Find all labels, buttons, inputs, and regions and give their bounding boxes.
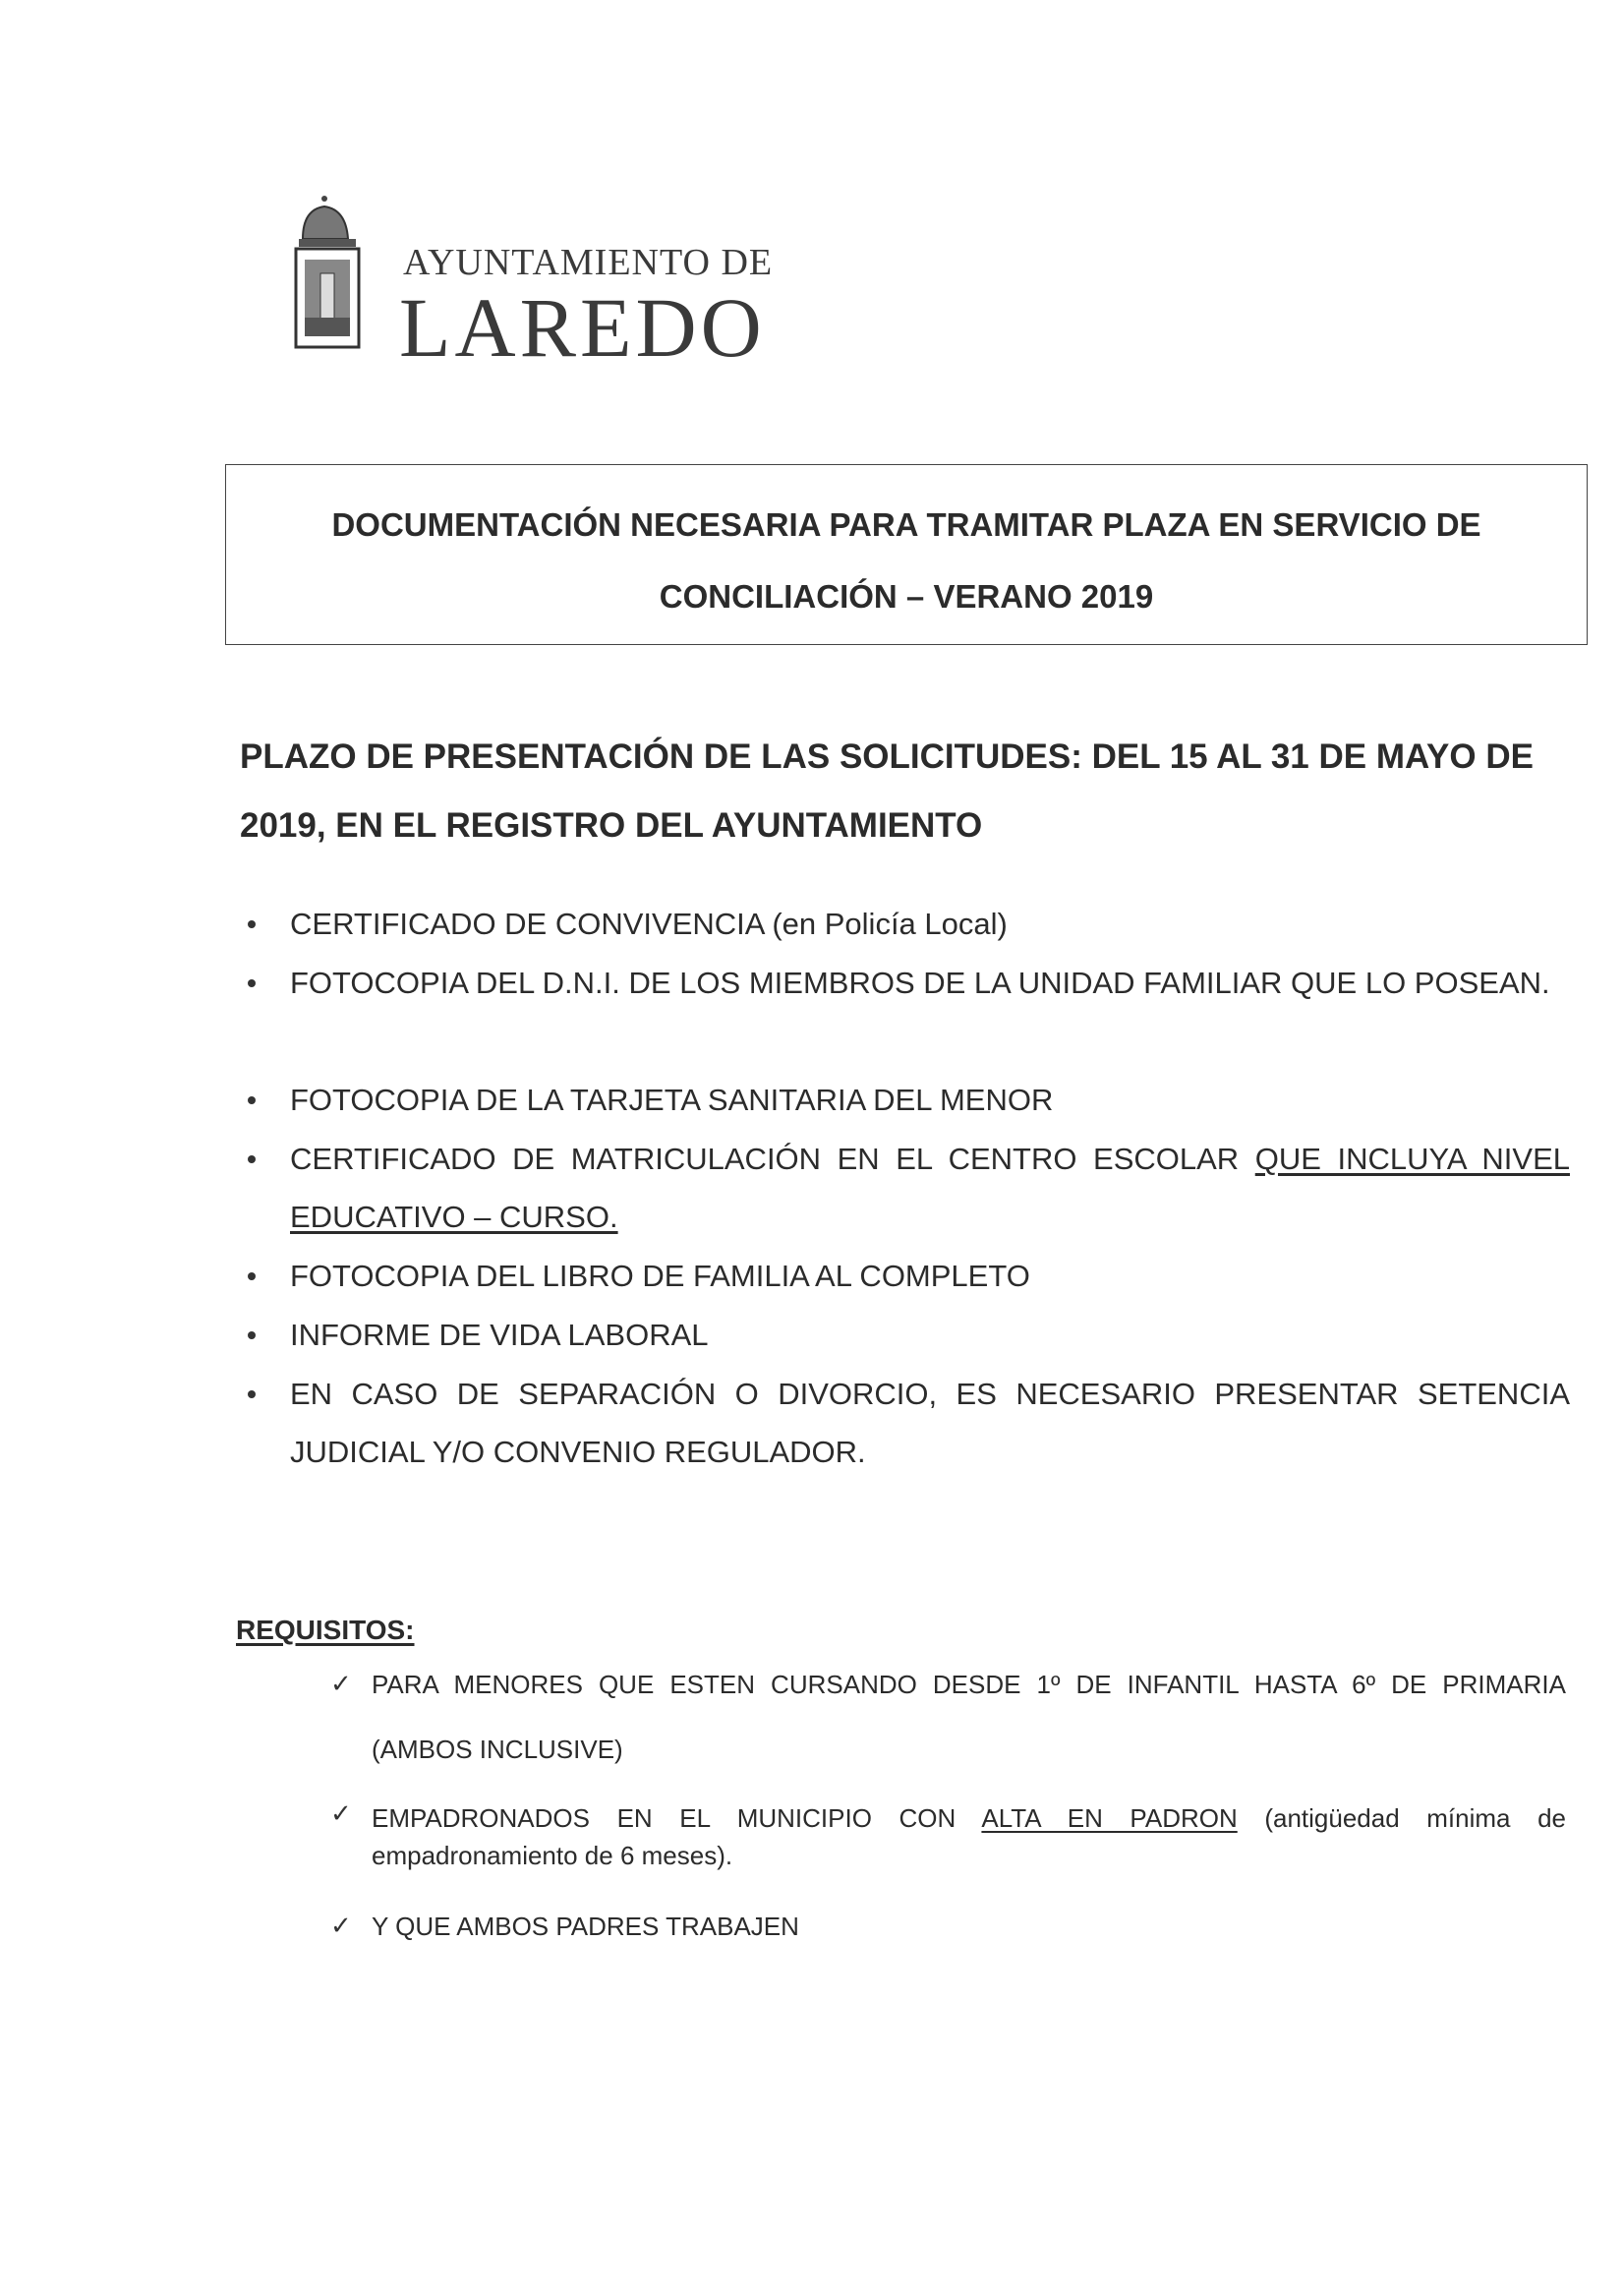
- list-item: FOTOCOPIA DEL D.N.I. DE LOS MIEMBROS DE LA UNIDAD FAMILIAR QUE LO POSEAN.: [290, 966, 1550, 1000]
- bullet-icon: [248, 920, 256, 928]
- list-item-text: (antigüedad mínima de empadronamiento de 6 meses).: [372, 1803, 1566, 1870]
- list-item: [372, 1799, 1566, 1874]
- list-item: CERTIFICADO DE CONVIVENCIA (en Policía Local): [290, 907, 1008, 941]
- bullet-icon: [248, 1096, 256, 1104]
- list-item-underlined: ALTA EN PADRON: [981, 1803, 1238, 1833]
- list-item: Y QUE AMBOS PADRES TRABAJEN: [372, 1912, 799, 1941]
- list-item-text: EMPADRONADOS EN EL MUNICIPIO CON: [372, 1803, 982, 1833]
- checkmark-icon: ✓: [330, 1669, 352, 1698]
- list-item: FOTOCOPIA DEL LIBRO DE FAMILIA AL COMPLETO: [290, 1259, 1030, 1293]
- bullet-icon: [248, 1331, 256, 1339]
- list-item: FOTOCOPIA DE LA TARJETA SANITARIA DEL MENOR: [290, 1083, 1054, 1117]
- title-line-2: CONCILIACIÓN – VERANO 2019: [659, 578, 1154, 615]
- list-item-text: CERTIFICADO DE MATRICULACIÓN EN EL CENTRO ESCOLAR: [290, 1142, 1255, 1176]
- coat-of-arms-icon: [293, 195, 391, 352]
- org-name-line2: LAREDO: [399, 280, 766, 375]
- title-line-1: DOCUMENTACIÓN NECESARIA PARA TRAMITAR PLAZA EN SERVICIO DE: [331, 506, 1481, 543]
- bullet-icon: [248, 1272, 256, 1280]
- title-box: [225, 464, 1588, 645]
- list-item: [290, 1130, 1570, 1246]
- deadline-line-1: PLAZO DE PRESENTACIÓN DE LAS SOLICITUDES: DEL 15 AL 31 DE MAYO DE: [240, 737, 1534, 776]
- bullet-icon: [248, 1390, 256, 1398]
- checkmark-icon: ✓: [330, 1798, 352, 1828]
- list-item-continuation: (AMBOS INCLUSIVE): [372, 1735, 623, 1764]
- checkmark-icon: ✓: [330, 1911, 352, 1940]
- deadline-line-2: 2019, EN EL REGISTRO DEL AYUNTAMIENTO: [240, 806, 983, 845]
- list-item: EN CASO DE SEPARACIÓN O DIVORCIO, ES NECESARIO PRESENTAR SETENCIA JUDICIAL Y/O CONVENIO REGULADOR.: [290, 1377, 1570, 1469]
- list-item: INFORME DE VIDA LABORAL: [290, 1318, 709, 1352]
- requirements-heading: REQUISITOS:: [236, 1615, 415, 1645]
- list-item: PARA MENORES QUE ESTEN CURSANDO DESDE 1º DE INFANTIL HASTA 6º DE PRIMARIA: [372, 1670, 1566, 1699]
- list-item-underlined: QUE INCLUYA NIVEL EDUCATIVO – CURSO.: [290, 1142, 1570, 1234]
- org-name-line1: AYUNTAMIENTO DE: [403, 242, 774, 283]
- bullet-icon: [248, 1155, 256, 1163]
- bullet-icon: [248, 979, 256, 987]
